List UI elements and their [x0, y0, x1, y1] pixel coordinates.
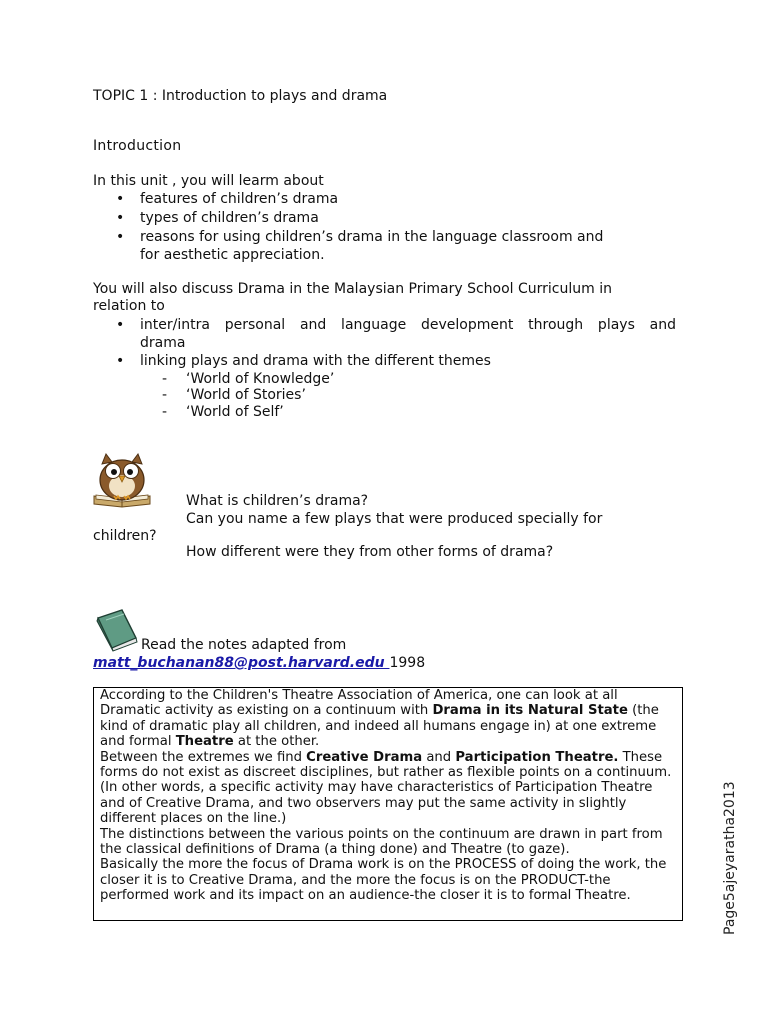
theme-item: ‘World of Self’ — [186, 404, 284, 420]
term-participation-theatre: Participation Theatre. — [455, 749, 619, 765]
book-icon — [92, 608, 140, 652]
page-footer: Page5ajeyaratha2013 — [722, 781, 738, 935]
notes-paragraph: According to the Children's Theatre Association of America, one can look at all Dramatic activity as existing on a continuum with Drama in its Natural State (the kind of dramatic play all children, and indeed all humans engage in) at one extreme and formal Theatre at the other. — [100, 688, 659, 750]
read-notes-lead: Read the notes adapted from — [141, 637, 347, 653]
list-item: • types of children’s drama — [140, 209, 319, 227]
question-text: What is children’s drama? — [186, 493, 369, 509]
notes-paragraph: Basically the more the focus of Drama work is on the PROCESS of doing the work, the closer it is to Creative Drama, and the more the focus is on the PRODUCT-the performed work and its impact on an audience-the closer it is to formal Theatre. — [100, 857, 667, 904]
list-item: • features of children’s drama — [140, 190, 338, 208]
notes-box — [93, 687, 683, 921]
list-item-continuation: for aesthetic appreciation. — [140, 247, 325, 263]
theme-item: ‘World of Knowledge’ — [186, 371, 335, 387]
question-text-cont: children? — [93, 528, 157, 544]
intro-lead: In this unit , you will learm about — [93, 173, 324, 189]
notes-paragraph: Between the extremes we find Creative Drama and Participation Theatre. These forms do not exist as discreet disciplines, but rather as flexible points on a continuum. (In other words, a specific activity may have characteristics of Participation Theatre and of Creative Drama, and two observers may put the same activity in slightly different places on the line.) — [100, 749, 672, 827]
page-title: TOPIC 1 : Introduction to plays and drama — [93, 88, 388, 104]
source-line — [93, 654, 425, 672]
term-theatre: Theatre — [175, 734, 234, 750]
section-heading-introduction: Introduction — [93, 138, 182, 154]
list-item: • linking plays and drama with the different themes — [140, 352, 491, 370]
source-email-link[interactable]: matt_buchanan88@post.harvard.edu — [93, 655, 390, 671]
term-creative-drama: Creative Drama — [306, 749, 423, 765]
question-text: How different were they from other forms of drama? — [186, 544, 554, 560]
discuss-text-cont: relation to — [93, 298, 165, 314]
theme-item: ‘World of Stories’ — [186, 387, 306, 403]
owl-reading-icon — [92, 452, 152, 508]
list-item: • reasons for using children’s drama in the language classroom and — [140, 228, 603, 246]
notes-paragraph: The distinctions between the various points on the continuum are drawn in part from the classical definitions of Drama (a thing done) and Theatre (to gaze). — [100, 826, 663, 858]
source-year: 1998 — [389, 655, 426, 671]
term-drama-natural-state: Drama in its Natural State — [432, 703, 628, 719]
discuss-text: You will also discuss Drama in the Malaysian Primary School Curriculum in — [93, 281, 612, 297]
list-item-continuation: drama — [140, 335, 186, 351]
question-text: Can you name a few plays that were produced specially for — [186, 511, 603, 527]
list-item: • inter/intra personal and language development through plays and — [140, 316, 676, 334]
